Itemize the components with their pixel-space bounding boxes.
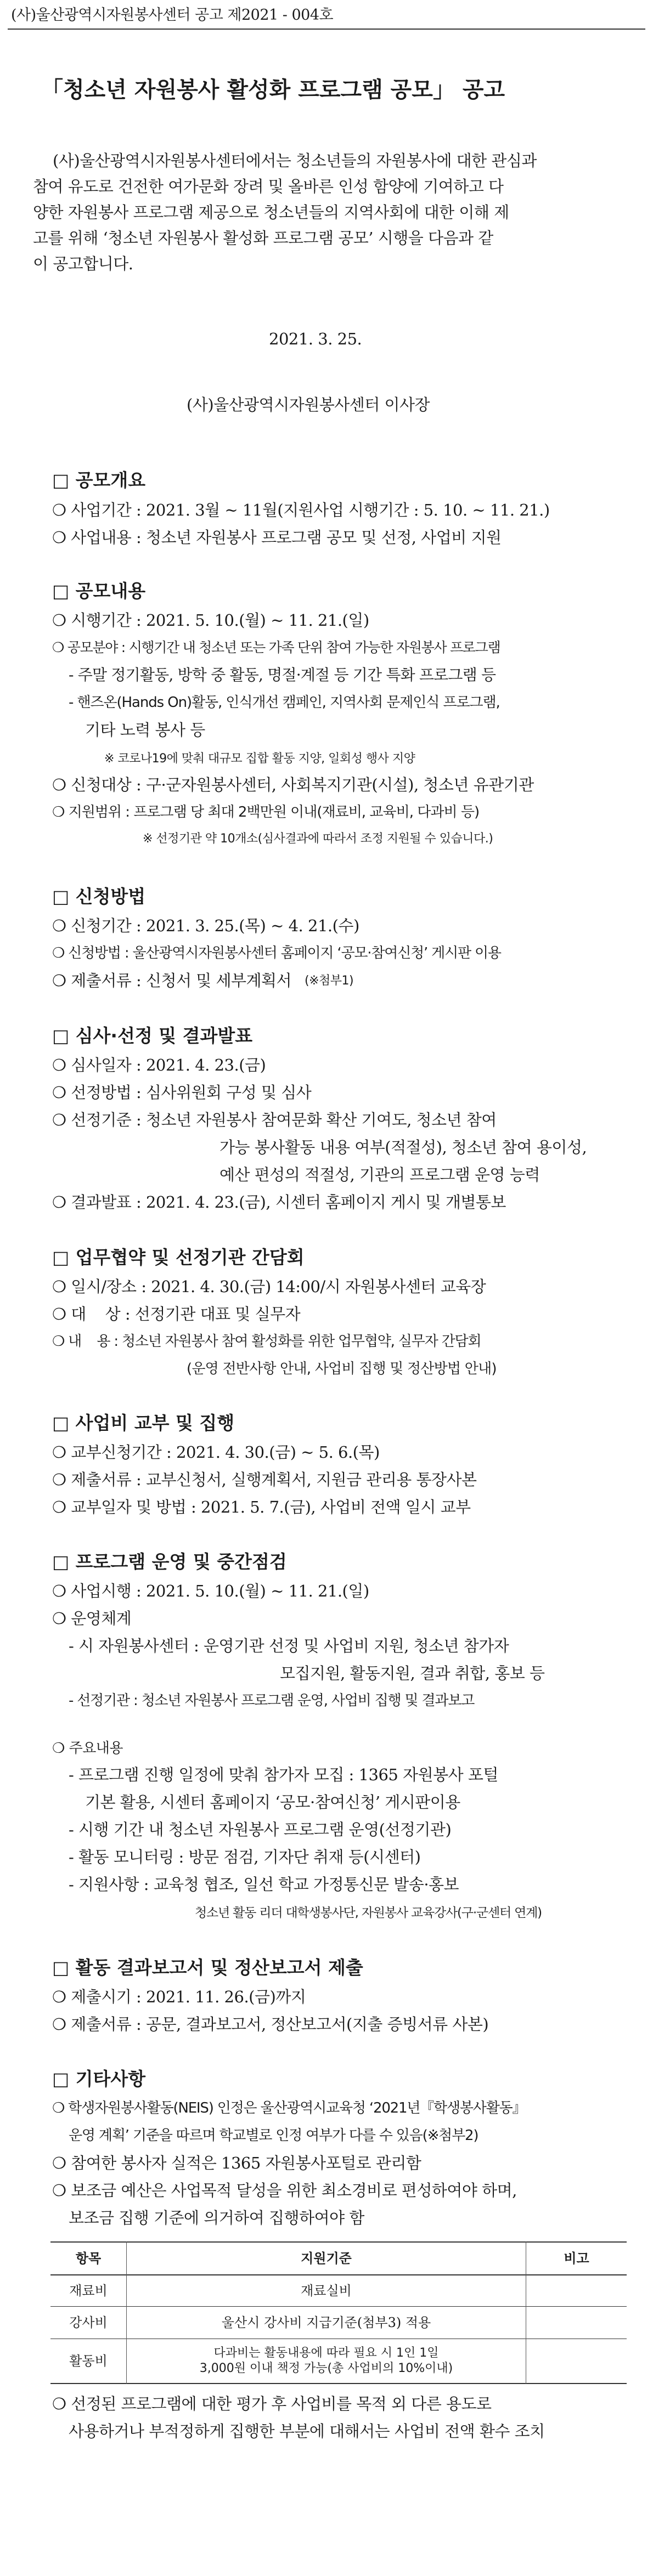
sub-item: - 선정기관 : 청소년 자원봉사 프로그램 운영, 사업비 집행 및 결과보고 <box>69 1692 475 1709</box>
table-cell: 재료비 <box>69 2283 108 2298</box>
bullet-line: ❍ 심사일자 : 2021. 4. 23.(금) <box>52 1056 266 1074</box>
table-cell <box>526 2275 627 2306</box>
section-heading-misc: □ 기타사항 <box>52 2068 146 2090</box>
table-header-criteria: 지원기준 <box>301 2250 352 2266</box>
bullet-line: ❍ 교부신청기간 : 2021. 4. 30.(금) ~ 5. 6.(목) <box>52 1443 380 1462</box>
section-heading-operation: □ 프로그램 운영 및 중간점검 <box>52 1551 287 1572</box>
page-title: 「청소년 자원봉사 활성화 프로그램 공모」 공고 <box>41 77 505 103</box>
sub-item-continuation: 기본 활용, 시센터 홈페이지 ‘공모·참여신청’ 게시판이용 <box>85 1793 460 1811</box>
bullet-line: ❍ 선정방법 : 심사위원회 구성 및 심사 <box>52 1083 312 1102</box>
table-cell <box>526 2339 627 2383</box>
criteria-continuation: 가능 봉사활동 내용 여부(적절성), 청소년 참여 용이성, <box>219 1138 587 1157</box>
section-heading-overview: □ 공모개요 <box>52 469 146 491</box>
issuer: (사)울산광역시자원봉사센터 이사장 <box>187 395 430 414</box>
table-cell: 활동비 <box>69 2353 108 2369</box>
section-heading-grant: □ 사업비 교부 및 집행 <box>52 1412 235 1434</box>
bullet-line: ❍ 보조금 예산은 사업목적 달성을 위한 최소경비로 편성하여야 하며, <box>52 2181 517 2200</box>
sub-item-continuation: 모집지원, 활동지원, 결과 취합, 홍보 등 <box>280 1664 545 1683</box>
intro-line: 고를 위해 ‘청소년 자원봉사 활성화 프로그램 공모’ 시행을 다음과 같 <box>33 229 493 247</box>
bullet-continuation: 보조금 집행 기준에 의거하여 집행하여야 함 <box>69 2209 364 2227</box>
section-heading-report: □ 활동 결과보고서 및 정산보고서 제출 <box>52 1957 363 1978</box>
attachment-note: (※첨부1) <box>305 974 354 988</box>
intro-line: 양한 자원봉사 프로그램 제공으로 청소년들의 지역사회에 대한 이해 제 <box>33 203 509 222</box>
bullet-line: ❍ 교부일자 및 방법 : 2021. 5. 7.(금), 사업비 전액 일시 교부 <box>52 1498 471 1516</box>
bullet-line: ❍ 결과발표 : 2021. 4. 23.(금), 시센터 홈페이지 게시 및 개별통보 <box>52 1193 506 1211</box>
section-heading-contents: □ 공모내용 <box>52 580 146 602</box>
sub-item: - 활동 모니터링 : 방문 점검, 기자단 취재 등(시센터) <box>69 1848 421 1866</box>
bullet-line: ❍ 운영체계 <box>52 1609 132 1628</box>
bullet-line: ❍ 주요내용 <box>52 1740 123 1757</box>
table-border <box>50 2383 627 2384</box>
intro-line: 이 공고합니다. <box>33 254 133 273</box>
bullet-continuation: 운영 계획’ 기준을 따르며 학교별로 인정 여부가 다를 수 있음(※첨부2) <box>69 2127 479 2144</box>
sub-item: - 시 자원봉사센터 : 운영기관 선정 및 사업비 지원, 청소년 참가자 <box>69 1637 509 1655</box>
sub-item: - 지원사항 : 교육청 협조, 일선 학교 가정통신문 발송·홍보 <box>69 1875 459 1894</box>
intro-line: (사)울산광역시자원봉사센터에서는 청소년들의 자원봉사에 대한 관심과 <box>53 151 537 170</box>
bullet-line: ❍ 사업내용 : 청소년 자원봉사 프로그램 공모 및 선정, 사업비 지원 <box>52 528 502 547</box>
bullet-line: ❍ 참여한 봉사자 실적은 1365 자원봉사포털로 관리함 <box>52 2154 421 2172</box>
section-heading-agreement: □ 업무협약 및 선정기관 간담회 <box>52 1247 305 1268</box>
header-divider <box>8 29 645 30</box>
announcement-number: (사)울산광역시자원봉사센터 공고 제2021 - 004호 <box>11 7 334 24</box>
intro-line: 참여 유도로 건전한 여가문화 장려 및 올바른 인성 함양에 기여하고 다 <box>33 177 504 196</box>
table-cell: 강사비 <box>69 2315 108 2330</box>
bullet-line: ❍ 제출서류 : 신청서 및 세부계획서 <box>52 971 292 990</box>
section-heading-application: □ 신청방법 <box>52 886 146 907</box>
sub-item: - 시행 기간 내 청소년 자원봉사 프로그램 운영(선정기관) <box>69 1820 452 1839</box>
announcement-date: 2021. 3. 25. <box>269 330 362 348</box>
bullet-line: ❍ 선정된 프로그램에 대한 평가 후 사업비를 목적 외 다른 용도로 <box>52 2394 492 2413</box>
bullet-line: ❍ 시행기간 : 2021. 5. 10.(월) ~ 11. 21.(일) <box>52 611 369 630</box>
sub-item-continuation: 청소년 활동 리더 대학생봉사단, 자원봉사 교육강사(구·군센터 연계) <box>195 1906 542 1920</box>
bullet-line: ❍ 지원범위 : 프로그램 당 최대 2백만원 이내(재료비, 교육비, 다과비 등) <box>52 804 480 820</box>
bullet-line: ❍ 사업시행 : 2021. 5. 10.(월) ~ 11. 21.(일) <box>52 1582 369 1600</box>
bullet-line: ❍ 공모분야 : 시행기간 내 청소년 또는 가족 단위 참여 가능한 자원봉사 프로그램 <box>52 639 500 655</box>
sub-item: - 주말 정기활동, 방학 중 활동, 명절·계절 등 기간 특화 프로그램 등 <box>69 666 496 684</box>
sub-item: 기타 노력 봉사 등 <box>85 721 205 739</box>
bullet-line: ❍ 사업기간 : 2021. 3월 ~ 11월(지원사업 시행기간 : 5. 10. ~ 11. 21.) <box>52 501 550 519</box>
bullet-line: ❍ 제출서류 : 공문, 결과보고서, 정산보고서(지출 증빙서류 사본) <box>52 2015 489 2034</box>
bullet-line: ❍ 신청대상 : 구·군자원봉사센터, 사회복지기관(시설), 청소년 유관기관 <box>52 775 534 794</box>
sub-item: - 핸즈온(Hands On)활동, 인식개선 캠페인, 지역사회 문제인식 프로그램, <box>69 694 500 711</box>
table-header-remarks: 비고 <box>564 2250 589 2266</box>
bullet-line: ❍ 선정기준 : 청소년 자원봉사 참여문화 확산 기여도, 청소년 참여 <box>52 1111 497 1129</box>
bullet-line: ❍ 신청기간 : 2021. 3. 25.(목) ~ 4. 21.(수) <box>52 916 359 935</box>
section-heading-review: □ 심사·선정 및 결과발표 <box>52 1025 253 1046</box>
sub-item: - 프로그램 진행 일정에 맞춰 참가자 모집 : 1365 자원봉사 포털 <box>69 1765 498 1784</box>
table-cell: 재료실비 <box>301 2283 352 2298</box>
table-header-item: 항목 <box>75 2250 102 2266</box>
bullet-line: ❍ 학생자원봉사활동(NEIS) 인정은 울산광역시교육청 ‘2021년『학생봉사활동』 <box>52 2100 526 2116</box>
bullet-line: ❍ 제출시기 : 2021. 11. 26.(금)까지 <box>52 1988 306 2006</box>
bullet-line: ❍ 일시/장소 : 2021. 4. 30.(금) 14:00/시 자원봉사센터 교육장 <box>52 1277 486 1296</box>
bullet-continuation: 사용하거나 부적정하게 집행한 부분에 대해서는 사업비 전액 환수 조치 <box>69 2422 545 2441</box>
note-line: ※ 코로나19에 맞춰 대규모 집합 활동 지양, 일회성 행사 지양 <box>104 752 415 766</box>
table-cell: 다과비는 활동내용에 따라 필요 시 1인 1일 3,000원 이내 책정 가능(총 사업비의 10%이내) <box>199 2346 453 2375</box>
criteria-continuation: 예산 편성의 적절성, 기관의 프로그램 운영 능력 <box>219 1165 540 1184</box>
bullet-line: ❍ 신청방법 : 울산광역시자원봉사센터 홈페이지 ‘공모·참여신청’ 게시판 이용 <box>52 945 501 961</box>
bullet-line: ❍ 대 상 : 선정기관 대표 및 실무자 <box>52 1305 301 1323</box>
note-line: ※ 선정기관 약 10개소(심사결과에 따라서 조정 지원될 수 있습니다.) <box>143 832 493 846</box>
bullet-line: ❍ 제출서류 : 교부신청서, 실행계획서, 지원금 관리용 통장사본 <box>52 1470 477 1489</box>
content-continuation: (운영 전반사항 안내, 사업비 집행 및 정산방법 안내) <box>187 1361 497 1377</box>
table-cell: 울산시 강사비 지급기준(첨부3) 적용 <box>221 2315 431 2330</box>
table-cell <box>526 2307 627 2339</box>
bullet-line: ❍ 내 용 : 청소년 자원봉사 참여 활성화를 위한 업무협약, 실무자 간담회 <box>52 1333 481 1350</box>
